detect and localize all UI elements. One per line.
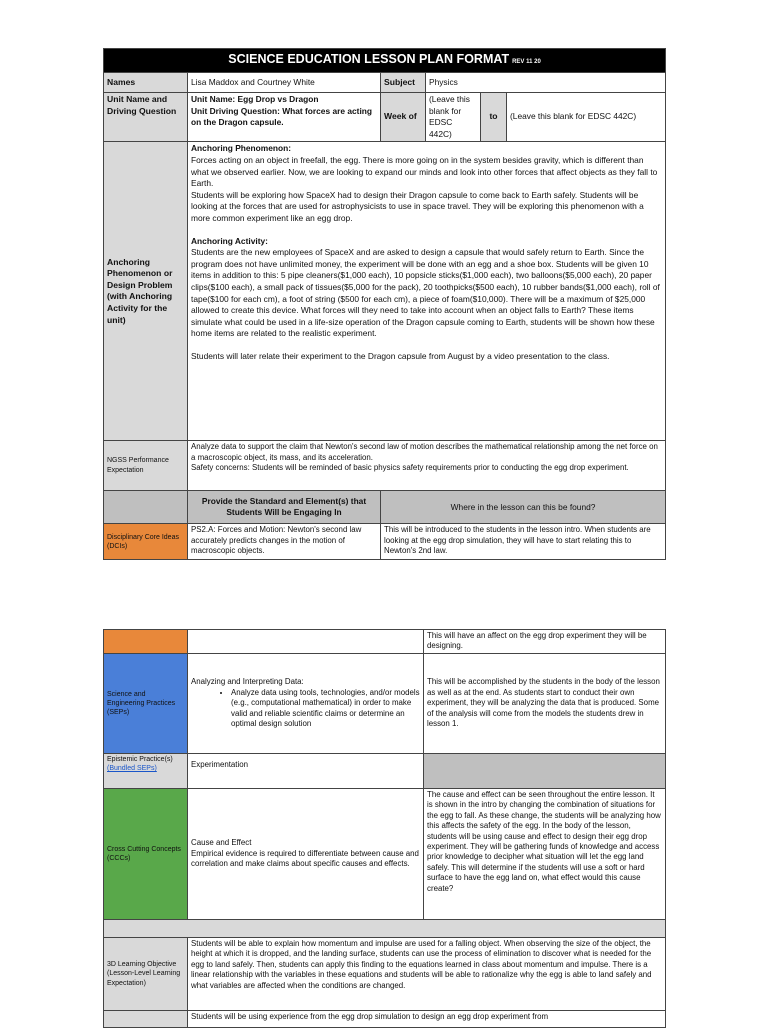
unit-driving-question: Unit Driving Question: What forces are acting on the Dragon capsule. — [191, 105, 373, 128]
anchoring-activity-p1: Students are the new employees of SpaceX and are asked to design a capsule that would safely return to Earth. Since the program does not have unlimited money, the experiment will be done with an egg and a shoe box. Students will be given 10 items in addition to this: 5 pipe cleaners($1,000 each), 10 popsicle sticks($1,000 each), two balloons($5,000 each), 20 paper clips($100 each), a small pack of tissues($5,000 for the pack), 20 toothpicks($500 each), 10 rubber bands($1,000 each), roll of tape($100 for each cm), a foot of string ($500 for each cm), a piece of foam($10,000). There will be a maximum of $25,000 allowed to create this device. What forces will they need to take into account when an object falls to Earth? These items simulate what could be used in a life-size operation of the Dragon capsule coming to Earth, students will be shown how these home items are related to the realistic experiment. — [191, 247, 660, 339]
last-row — [104, 1011, 666, 1028]
sep-label: Science and Engineering Practices (SEPs) — [104, 654, 188, 754]
unit-name: Unit Name: Egg Drop vs Dragon — [191, 94, 319, 104]
standards-header-col1: Provide the Standard and Element(s) that Students Will be Engaging In — [188, 491, 381, 524]
subject-label: Subject — [381, 73, 426, 93]
dci-continued-where: This will have an affect on the egg drop experiment they will be designing. — [424, 630, 666, 654]
sep-bullet-list — [191, 688, 420, 730]
ngss-pe: Analyze data to support the claim that Newton's second law of motion describes the mathematical relationship among the net force on a macroscopic object, its mass, and its acceleration. — [191, 442, 658, 462]
anchoring-phenomenon-p1: Forces acting on an object in freefall, the egg. There is more going on in the system besides gravity, which is different than what we observed earlier. Now, we are looking to expand our minds and look into other forces that affect objects as they fall to Earth. — [191, 154, 658, 189]
epistemic-value: Experimentation — [188, 754, 424, 789]
epistemic-label: Epistemic Practice(s) — [107, 756, 173, 763]
names-value: Lisa Maddox and Courtney White — [188, 73, 381, 93]
to-value: (Leave this blank for EDSC 442C) — [507, 93, 666, 142]
objective-label: 3D Learning Objective (Lesson-Level Learning Expectation) — [104, 938, 188, 1011]
names-row — [104, 73, 666, 93]
sep-heading: Analyzing and Interpreting Data: — [191, 677, 304, 687]
dci-where: This will be introduced to the students in the lesson intro. When students are looking at the egg drop simulation, they will have to start relating this to Newton's 2nd law. — [381, 524, 666, 560]
unit-row — [104, 93, 666, 142]
dci-continued-label — [104, 630, 188, 654]
ccc-body: Empirical evidence is required to differentiate between cause and correlation and make claims about specific causes and effects. — [191, 848, 419, 869]
dci-continued-row — [104, 630, 666, 654]
anchoring-content — [188, 142, 666, 441]
dci-standard: PS2.A: Forces and Motion: Newton's second law accurately predicts changes in the motion of macroscopic objects. — [188, 524, 381, 560]
standards-header-col2: Where in the lesson can this be found? — [381, 491, 666, 524]
ngss-label: NGSS Performance Expectation — [104, 441, 188, 491]
anchoring-phenomenon-p2: Students will be exploring how SpaceX had to design their Dragon capsule to come back to Earth safely. Students will be looking at the forces that are used for astrophysicists to use in space travel. They will be exploring this phenomenon with a more common experiment like an egg drop. — [191, 189, 644, 223]
anchoring-label: Anchoring Phenomenon or Design Problem (with Anchoring Activity for the unit) — [104, 142, 188, 441]
epistemic-label-cell — [104, 754, 188, 789]
ccc-label: Cross Cutting Concepts (CCCs) — [104, 789, 188, 920]
ngss-safety: Safety concerns: Students will be reminded of basic physics safety requirements prior to conducting the egg drop experiment. — [191, 463, 629, 473]
sep-standard — [188, 654, 424, 754]
ccc-standard — [188, 789, 424, 920]
anchoring-activity-heading: Anchoring Activity: — [191, 235, 268, 246]
sep-row — [104, 654, 666, 754]
week-label: Week of — [381, 93, 426, 142]
sep-bullet: • Analyze data using tools, technologies, and/or models (e.g., computational mathematical) in order to make valid and reliable scientific claims or determine an optimal design solution — [231, 688, 420, 730]
names-label: Names — [104, 73, 188, 93]
subject-value: Physics — [426, 73, 666, 93]
spacer-row — [104, 920, 666, 938]
revision-label: REV 11 20 — [512, 59, 541, 65]
anchoring-phenomenon-heading: Anchoring Phenomenon: — [191, 143, 292, 154]
anchoring-row — [104, 142, 666, 441]
ccc-where: The cause and effect can be seen throughout the entire lesson. It is shown in the intro by changing the combination of situations for the egg to fall. As these change, the students will be analyzing how this affects the safety of the egg. In the body of the lesson, students will be using cause and effect to design their egg drop experiment. They will be gathering funds of knowledge and access prior knowledge to decipher what situation will let the egg land safely. This will determine if the students will use a soft or hard surface to have the egg land on, what effect would this cause create? — [424, 789, 666, 920]
standards-header-blank — [104, 491, 188, 524]
ngss-content — [188, 441, 666, 491]
dci-row — [104, 524, 666, 560]
document-title: SCIENCE EDUCATION LESSON PLAN FORMAT — [228, 52, 510, 66]
lesson-plan-table-page1 — [103, 48, 666, 560]
dci-label: Disciplinary Core Ideas (DCIs) — [104, 524, 188, 560]
title-row — [104, 49, 666, 73]
standards-header-row — [104, 491, 666, 524]
ccc-row — [104, 789, 666, 920]
ngss-row — [104, 441, 666, 491]
sep-where: This will be accomplished by the students in the body of the lesson as well as at the end. As students start to conduct their own experiment, they will be analyzing the data that is produced. Some of the analysis will come from the models the students drew in lesson 1. — [424, 654, 666, 754]
objective-body: Students will be able to explain how momentum and impulse are used for a falling object. When observing the size of the object, the height at which it is dropped, and the landing surface, students can use the process of elimination to discover what is needed for the egg to land safely. Then, students can apply this finding to the equations learned in class about momentum and impulse. There is a linear relationship with the variables in these equations and students will be able to rationalize why the egg is able to land safely and what variables are affected when the conditions are changed. — [188, 938, 666, 1011]
objective-row — [104, 938, 666, 1011]
last-row-body: Students will be using experience from the egg drop simulation to design an egg drop experiment from — [188, 1011, 666, 1028]
ccc-heading: Cause and Effect — [191, 838, 252, 848]
to-label: to — [481, 93, 507, 142]
week-value: (Leave this blank for EDSC 442C) — [426, 93, 481, 142]
anchoring-activity-p2: Students will later relate their experiment to the Dragon capsule from August by a video presentation to the class. — [191, 350, 610, 361]
epistemic-row — [104, 754, 666, 789]
lesson-plan-table-page2 — [103, 629, 666, 1028]
last-row-label — [104, 1011, 188, 1028]
unit-label: Unit Name and Driving Question — [104, 93, 188, 142]
epistemic-where — [424, 754, 666, 789]
unit-cell — [188, 93, 381, 142]
spacer-cell — [104, 920, 666, 938]
bundled-seps-link[interactable]: (Bundled SEPs) — [107, 765, 157, 773]
dci-continued-standard — [188, 630, 424, 654]
